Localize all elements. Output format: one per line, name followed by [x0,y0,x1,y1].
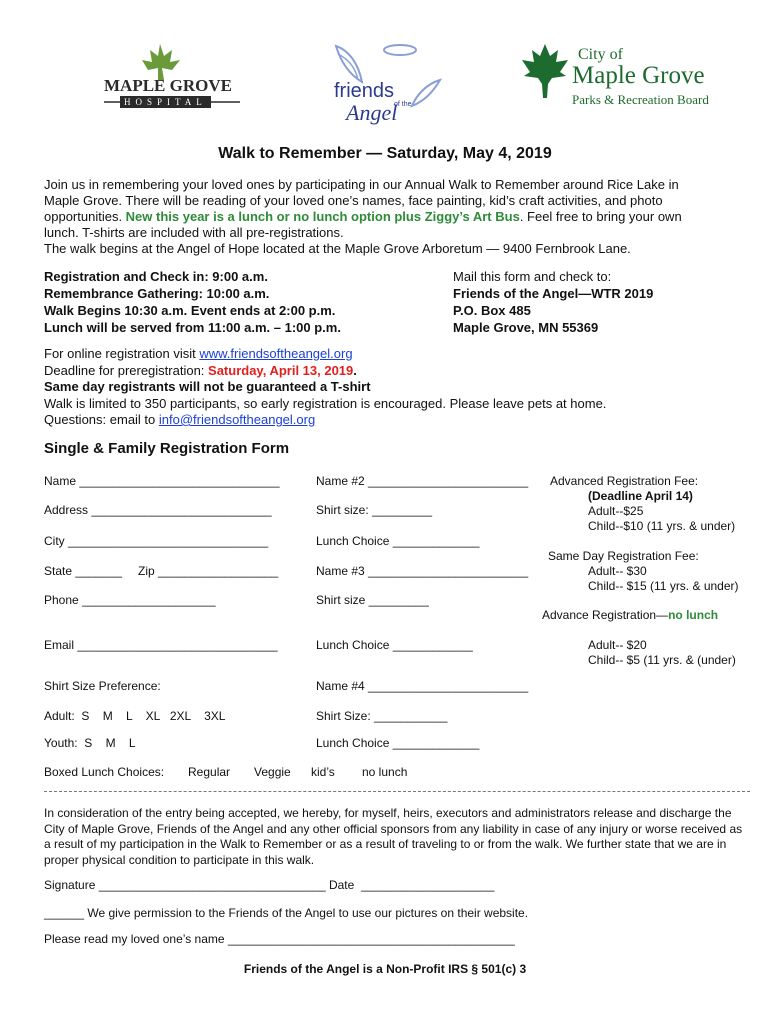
fota-logo-line2: of the [394,101,412,108]
no-lunch-fee-adult: Adult-- $20 [588,638,647,652]
same-day-fee-child: Child-- $15 (11 yrs. & under) [588,579,739,593]
schedule-line: Registration and Check in: 9:00 a.m. [44,269,268,284]
email-link[interactable]: info@friendsoftheangel.org [158,412,316,427]
shirt-size-field-2[interactable]: Shirt size _________ [316,593,429,607]
city-field[interactable]: City ______________________________ [44,534,269,548]
intro-paragraph [44,177,706,241]
questions-prefix: Questions: email to [44,412,159,427]
name2-field[interactable]: Name #2 ________________________ [316,474,529,488]
website-link[interactable]: www.friendsoftheangel.org [199,346,353,361]
no-lunch-fee-child: Child-- $5 (11 yrs. & (under) [588,653,736,667]
maple-grove-hospital-logo [100,40,245,110]
lunch-choice-field-1[interactable]: Lunch Choice _____________ [316,534,480,548]
online-registration [44,346,744,363]
deadline-suffix: . [353,362,357,378]
schedule-line: Remembrance Gathering: 10:00 a.m. [44,286,270,301]
online-info [44,346,744,429]
mail-block [453,268,743,336]
name-field[interactable]: Name ______________________________ [44,474,280,488]
mgh-logo-line2: GROVE [169,76,232,95]
advanced-fee-deadline: (Deadline April 14) [588,489,693,503]
page-title: Walk to Remember — Saturday, May 4, 2019 [218,145,552,162]
zip-field[interactable]: Zip __________________ [138,564,279,578]
mail-intro: Mail this form and check to: [453,269,612,284]
intro-text: Join us in remembering your loved ones by participating in our Annual Walk to Remember around Rice Lake in Maple Grove. There will be reading of your loved one’s names, face painting, kid’s craft activities, and photo opportunities. [44,177,679,224]
schedule-block [44,268,424,336]
shirt-size-preference-label: Shirt Size Preference: [44,679,161,693]
signature-date-line[interactable]: Signature __________________________________ Date ____________________ [44,878,495,892]
state-field[interactable]: State _______ [44,564,123,578]
intro-text-end: . Feel free to bring your own lunch. T-shirts are included with all pre-registrations. [44,209,682,240]
city-maple-leaf-icon [520,42,570,102]
no-lunch-fee-title [542,608,718,623]
youth-sizes[interactable]: Youth: S M L [44,736,136,750]
walk-location: The walk begins at the Angel of Hope located at the Maple Grove Arboretum — 9400 Fernbrook Lane. [44,241,631,256]
deadline-prefix: Deadline for preregistration: [44,362,209,378]
advanced-fee-adult: Adult--$25 [588,504,644,518]
deadline-line [44,363,744,380]
online-prefix: For online registration visit [44,346,200,361]
mgh-logo-line1: MAPLE [104,76,166,95]
loved-one-name-line[interactable]: Please read my loved one’s name ___________________________________________ [44,932,515,946]
liability-waiver: In consideration of the entry being accepted, we hereby, for myself, heirs, executors and administrators release and discharge the City of Maple Grove, Friends of the Angel and any other official sponsors from any liability in case of any injury or worse received as a result of my participation in the Walk to Remember or as a result of traveling to or from the walk. We further state that we are in proper physical condition to participate in this walk. [44,806,743,867]
lunch-choice-field-2[interactable]: Lunch Choice ____________ [316,638,473,652]
lunch-option-veggie[interactable]: Veggie [254,765,291,779]
mail-line: P.O. Box 485 [453,303,531,318]
mail-line: Friends of the Angel—WTR 2019 [453,286,654,301]
mail-line: Maple Grove, MN 55369 [453,320,599,335]
schedule-line: Lunch will be served from 11:00 a.m. – 1:00 p.m. [44,320,341,335]
lunch-choice-field-3[interactable]: Lunch Choice _____________ [316,736,480,750]
address-field[interactable]: Address ___________________________ [44,503,272,517]
city-logo-line1: City of [578,46,623,63]
city-of-maple-grove-logo [520,40,720,110]
same-day-fee-title: Same Day Registration Fee: [548,549,699,563]
mgh-logo-subtext: HOSPITAL [120,96,211,108]
schedule-line: Walk Begins 10:30 a.m. Event ends at 2:00 p.m. [44,303,336,318]
city-logo-line2: Maple Grove [572,62,705,89]
lunch-option-regular[interactable]: Regular [188,765,231,779]
city-logo-line3: Parks & Recreation Board [572,92,709,107]
lunch-option-no-lunch[interactable]: no lunch [362,765,408,779]
email-field[interactable]: Email ______________________________ [44,638,278,652]
friends-of-the-angel-logo [328,40,448,125]
photo-permission-line[interactable]: ______ We give permission to the Friends of the Angel to use our pictures on their website. [44,906,529,920]
boxed-lunch-label: Boxed Lunch Choices: [44,765,165,779]
name4-field[interactable]: Name #4 ________________________ [316,679,529,693]
advanced-fee-child: Child--$10 (11 yrs. & under) [588,519,736,533]
questions-line [44,412,744,429]
mgh-logo-text [104,76,232,96]
fota-logo-line3: Angel [346,100,398,125]
same-day-fee-adult: Adult-- $30 [588,564,647,578]
fota-logo-line1: friends [334,80,395,102]
phone-field[interactable]: Phone ____________________ [44,593,216,607]
nonprofit-footer: Friends of the Angel is a Non-Profit IRS § 501(c) 3 [243,962,527,976]
participant-limit: Walk is limited to 350 participants, so early registration is encouraged. Please leave pets at home. [44,395,607,411]
lunch-option-kids[interactable]: kid’s [311,765,335,779]
form-heading: Single & Family Registration Form [44,440,290,457]
shirt-size-field-3[interactable]: Shirt Size: ___________ [316,709,448,723]
name3-field[interactable]: Name #3 ________________________ [316,564,529,578]
shirt-size-field-1[interactable]: Shirt size: _________ [316,503,433,517]
section-divider [44,791,750,792]
same-day-notice: Same day registrants will not be guaranteed a T-shirt [44,379,371,394]
no-lunch-label: no lunch [668,608,719,622]
no-lunch-prefix: Advance Registration— [542,608,669,622]
adult-sizes[interactable]: Adult: S M L XL 2XL 3XL [44,709,226,723]
intro-highlight: New this year is a lunch or no lunch option plus Ziggy’s Art Bus [125,209,520,224]
advanced-fee-title: Advanced Registration Fee: [550,474,699,488]
deadline-date: Saturday, April 13, 2019 [208,362,354,378]
